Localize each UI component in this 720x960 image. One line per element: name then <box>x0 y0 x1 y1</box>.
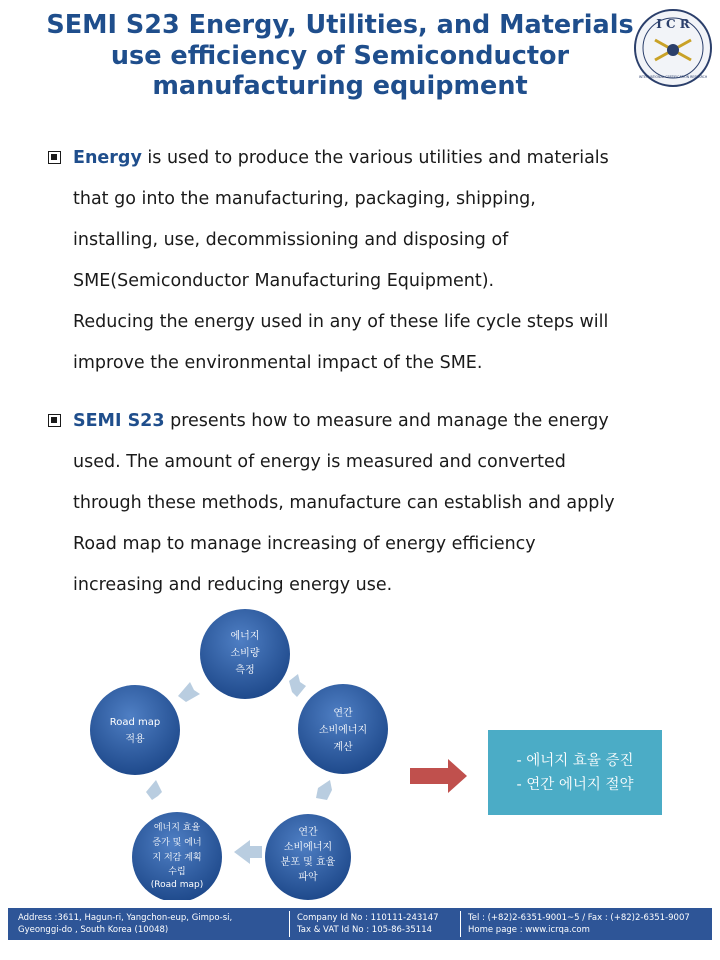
node-label: 에너지 효율 <box>153 823 201 833</box>
text-line: increasing and reducing energy use. <box>73 575 393 595</box>
text-line: installing, use, decommissioning and disposing of <box>73 230 509 250</box>
page-title <box>30 10 650 102</box>
result-line: - 연간 에너지 절약 <box>516 776 634 793</box>
node-label: 계산 <box>333 742 353 753</box>
square-bullet-icon <box>48 414 61 427</box>
node-label: 에너지 <box>230 631 260 642</box>
result-line: - 에너지 효율 증진 <box>516 752 634 769</box>
footer-divider <box>289 911 290 937</box>
node-label: 연간 <box>333 708 353 719</box>
cycle-arrow <box>289 674 306 697</box>
cycle-node-roadmap-apply <box>90 685 180 775</box>
node-label: 지 저감 계획 <box>152 853 202 863</box>
node-label: 소비에너지 <box>318 725 368 736</box>
footer-address <box>18 912 232 936</box>
cycle-arrow <box>178 682 200 702</box>
text-line: through these methods, manufacture can establish and apply <box>73 493 615 513</box>
footer-divider <box>460 911 461 937</box>
logo-caption: INTERNATIONAL CERTIFICATION RESEARCH <box>638 75 708 79</box>
node-label: 파악 <box>298 872 318 883</box>
node-label: 소비에너지 <box>283 842 333 853</box>
footer-company <box>297 912 439 936</box>
text-line: improve the environmental impact of the SME. <box>73 353 483 373</box>
logo-text: I C R <box>656 17 690 31</box>
footer-line: Address :3611, Hagun-ri, Yangchon-eup, Gimpo-si, <box>18 913 233 923</box>
result-box <box>488 730 662 815</box>
footer-line: Home page : www.icrqa.com <box>468 925 590 935</box>
title-line: manufacturing equipment <box>152 71 528 102</box>
text-line: is used to produce the various utilities and materials <box>141 148 609 168</box>
cycle-arrow <box>316 780 332 800</box>
square-bullet-icon <box>48 151 61 164</box>
title-line: use efficiency of Semiconductor <box>110 40 570 71</box>
icr-logo <box>633 8 713 88</box>
semi-s23-keyword: SEMI S23 <box>73 411 165 431</box>
node-label: 적용 <box>125 734 145 745</box>
footer-contact <box>468 912 690 936</box>
text-line: presents how to measure and manage the energy <box>164 411 609 431</box>
title-line: SEMI S23 Energy, Utilities, and Materials <box>46 10 634 40</box>
energy-keyword: Energy <box>73 148 142 168</box>
node-label: (Road map) <box>150 880 204 890</box>
node-label: 증가 및 에너 <box>152 838 202 848</box>
right-arrow-icon <box>410 759 467 793</box>
footer-bar <box>8 908 712 940</box>
footer-line: Company Id No : 110111-243147 <box>297 913 439 923</box>
node-label: 연간 <box>298 827 318 838</box>
node-label: 분포 및 효율 <box>280 857 336 868</box>
cycle-arrow <box>234 840 262 864</box>
node-label: 측정 <box>235 665 255 676</box>
node-label: 수립 <box>168 867 186 877</box>
footer-line: Tax & VAT Id No : 105-86-35114 <box>297 925 433 935</box>
text-line: that go into the manufacturing, packaging, shipping, <box>73 189 536 209</box>
footer-line: Gyeonggi-do , South Korea (10048) <box>18 925 169 935</box>
text-line: SME(Semiconductor Manufacturing Equipment). <box>73 271 495 291</box>
footer-line: Tel : (+82)2-6351-9001~5 / Fax : (+82)2-6351-9007 <box>468 913 690 923</box>
node-label: 소비량 <box>230 648 260 659</box>
text-line: Reducing the energy used in any of these life cycle steps will <box>73 312 609 332</box>
cycle-arrow <box>146 780 162 800</box>
text-line: used. The amount of energy is measured and converted <box>73 452 566 472</box>
text-line: Road map to manage increasing of energy efficiency <box>73 534 536 554</box>
node-label: Road map <box>109 717 161 728</box>
